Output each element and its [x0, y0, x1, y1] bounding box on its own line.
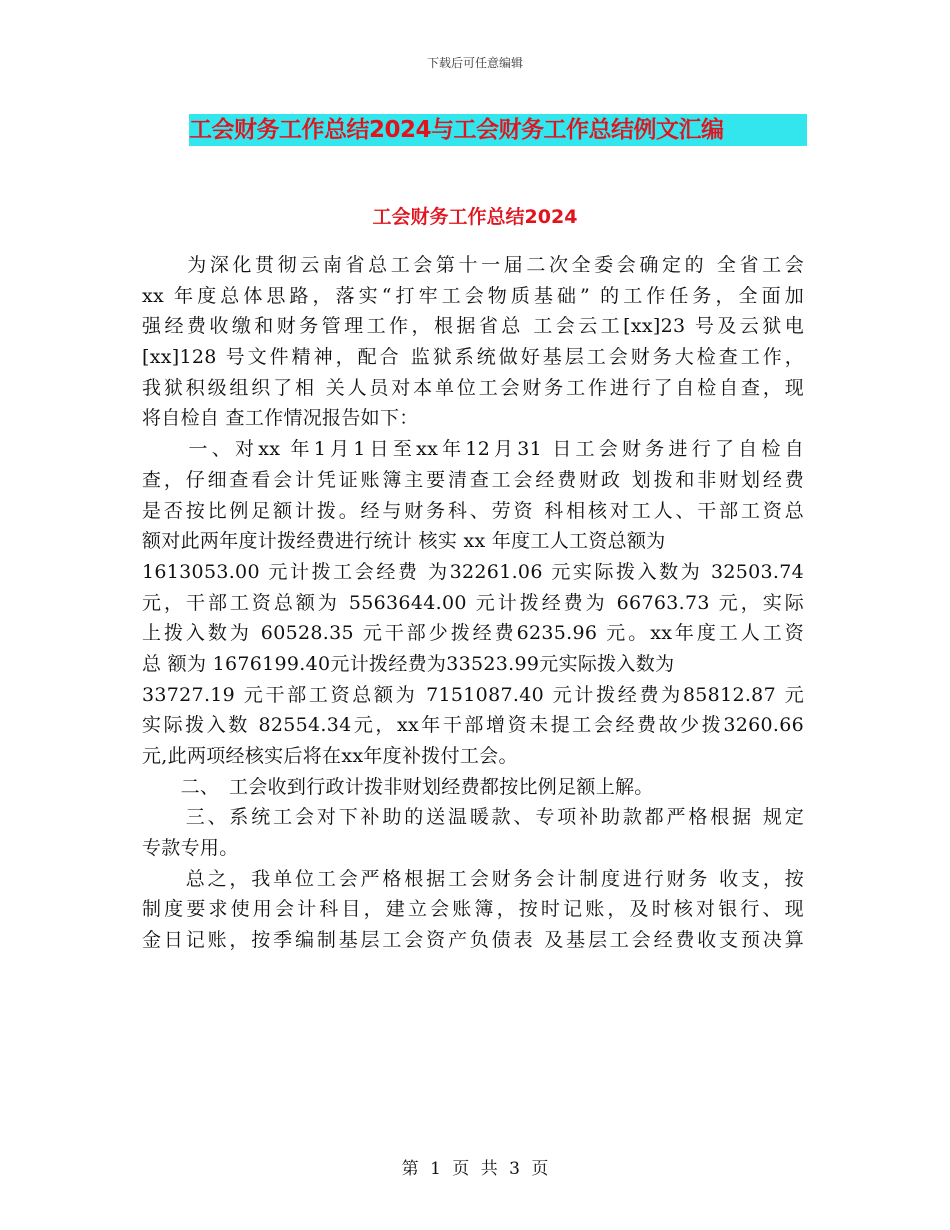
text-line: 强经费收缴和财务管理工作，根据省总 工会云工[xx]23 号及云狱电: [142, 315, 804, 338]
section-title: 工会财务工作总结2024: [372, 206, 578, 228]
page-footer: 第 1 页 共 3 页: [401, 1159, 549, 1179]
text-line: 额对此两年度计拨经费进行统计 核实 xx 年度工人工资总额为: [142, 530, 666, 553]
document-title: 工会财务工作总结2024与工会财务工作总结例文汇编: [189, 114, 807, 146]
text-line: 查，仔细查看会计凭证账簿主要清查工会经费财政 划拨和非财划经费: [142, 468, 804, 491]
text-line: 总 额为 1676199.40元计拨经费为33523.99元实际拨入数为: [142, 652, 675, 675]
text-line: 我狱积级组织了相 关人员对本单位工会财务工作进行了自检自查，现: [142, 376, 804, 399]
text-line: 将自检自 查工作情况报告如下：: [142, 407, 419, 430]
text-line: 制度要求使用会计科目，建立会账簿，按时记账，及时核对银行、现: [142, 898, 804, 921]
text-line: [xx]128 号文件精神，配合 监狱系统做好基层工会财务大检查工作，: [142, 346, 804, 369]
text-line: 总之，我单位工会严格根据工会财务会计制度进行财务 收支，按: [142, 867, 804, 890]
text-line: 元，干部工资总额为 5563644.00 元计拨经费为 66763.73 元，实际: [142, 591, 804, 614]
text-line: 1613053.00 元计拨工会经费 为32261.06 元实际拨入数为 32503.74: [142, 560, 804, 583]
body-text: [142, 250, 804, 956]
header-note: 下载后可任意编辑: [426, 56, 523, 70]
text-line: 金日记账，按季编制基层工会资产负债表 及基层工会经费收支预决算: [142, 929, 804, 952]
text-line: 二、 工会收到行政计拨非财划经费都按比例足额上解。: [142, 775, 654, 798]
text-line: 实际拨入数 82554.34元，xx年干部增资未提工会经费故少拨3260.66: [142, 714, 804, 737]
text-line: 是否按比例足额计拨。经与财务科、劳资 科相核对工人、干部工资总: [142, 499, 804, 522]
text-line: 专款专用。: [142, 837, 239, 860]
text-line: 上拨入数为 60528.35 元干部少拨经费6235.96 元。xx年度工人工资: [142, 622, 804, 645]
text-line: 为深化贯彻云南省总工会第十一届二次全委会确定的 全省工会: [142, 254, 804, 276]
text-line: 元,此两项经核实后将在xx年度补拨付工会。: [142, 745, 518, 767]
text-line: xx 年度总体思路，落实“打牢工会物质基础” 的工作任务，全面加: [142, 284, 804, 307]
text-line: 33727.19 元干部工资总额为 7151087.40 元计拨经费为85812.87 元: [142, 683, 804, 706]
text-line: 三、系统工会对下补助的送温暖款、专项补助款都严格根据 规定: [142, 806, 804, 829]
text-line: 一、对xx 年1月1日至xx年12月31 日工会财务进行了自检自: [142, 438, 804, 461]
